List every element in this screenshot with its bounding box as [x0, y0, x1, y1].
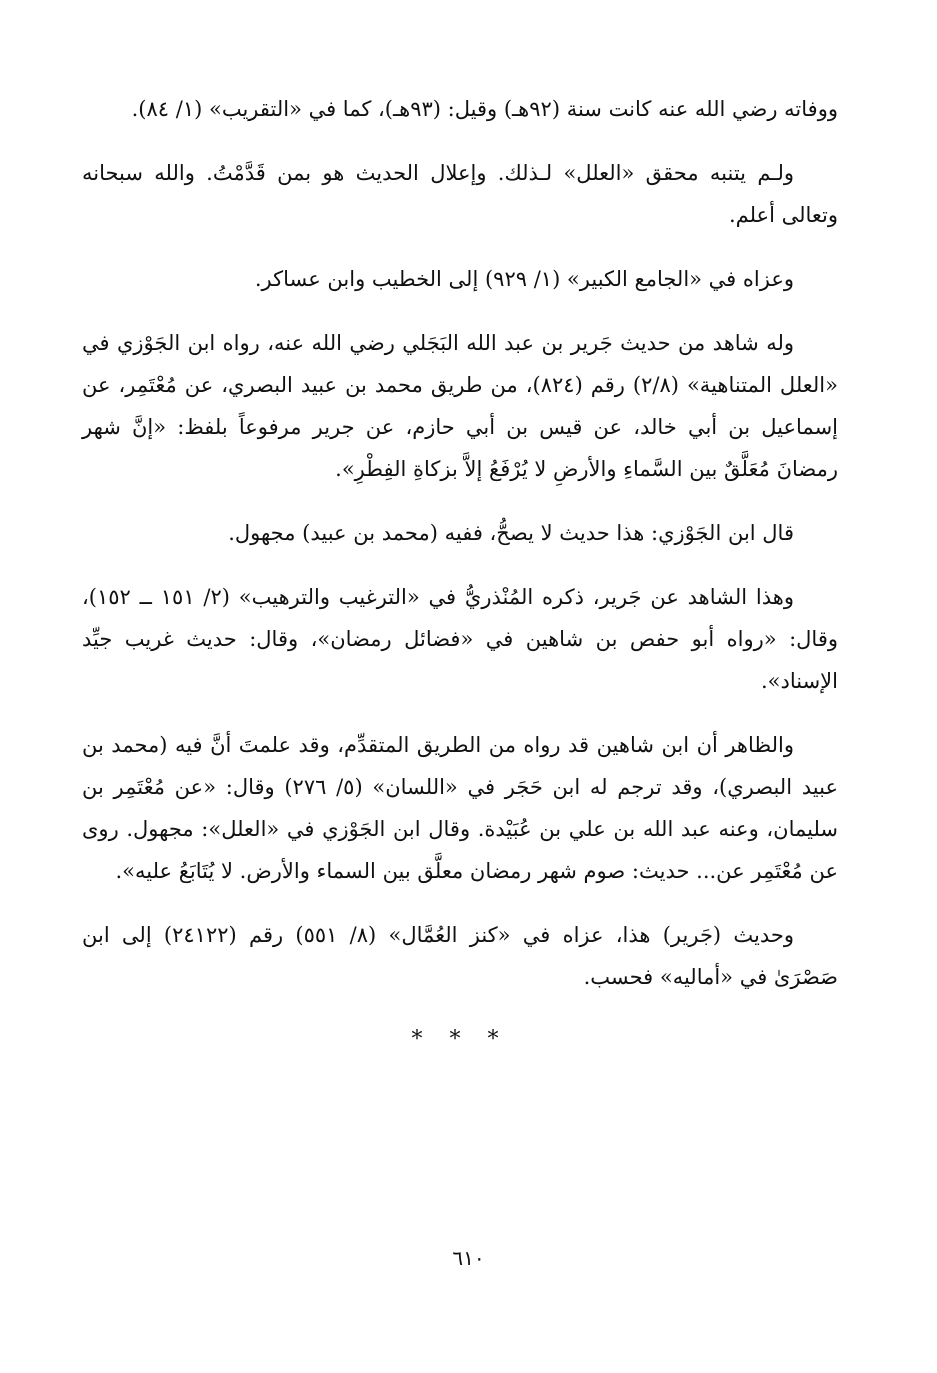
paragraph-mundhiri: وهذا الشاهد عن جَرير، ذكره المُنْذريُّ في «الترغيب والترهيب» (٢/ ١٥١ ــ ١٥٢)، وقال: «رواه أبو حفص بن شاهين في «فضائل رمضان»، وقال: حديث غريب جيِّد الإسناد».: [82, 585, 838, 693]
paragraph-jami-kabir: وعزاه في «الجامع الكبير» (١/ ٩٢٩) إلى الخطيب وابن عساكر.: [254, 267, 794, 291]
paragraph-death-date: ووفاته رضي الله عنه كانت سنة (٩٢هـ) وقيل: (٩٣هـ)، كما في «التقريب» (١/ ٨٤).: [131, 97, 838, 121]
page-body: [82, 88, 838, 1060]
paragraph-kanz-ummal: وحديث (جَرير) هذا، عزاه في «كنز العُمَّال» (٨/ ٥٥١) رقم (٢٤١٢٢) إلى ابن صَصْرَىٰ في «أماليه» فحسب.: [82, 923, 838, 989]
paragraph-ilal-note: ولـم يتنبه محقق «العلل» لـذلك. وإعلال الحديث هو بمن قَدَّمْتُ. والله سبحانه وتعالى أعلم.: [82, 161, 838, 227]
paragraph-ibn-shahin: والظاهر أن ابن شاهين قد رواه من الطريق المتقدِّم، وقد علمتَ أنَّ فيه (محمد بن عبيد البصري)، وقد ترجم له ابن حَجَر في «اللسان» (٥/ ٢٧٦) وقال: «عن مُعْتَمِر بن سليمان، وعنه عبد الله بن علي بن عُبَيْدة. وقال ابن الجَوْزي في «العلل»: مجهول. روى عن مُعْتَمِر عن... حديث: صوم شهر رمضان معلَّق بين السماء والأرض. لا يُتَابَعُ عليه».: [82, 733, 838, 883]
paragraph-jarir-witness: وله شاهد من حديث جَرير بن عبد الله البَجَلي رضي الله عنه، رواه ابن الجَوْزي في «العلل المتناهية» (٢/٨) رقم (٨٢٤)، من طريق محمد بن عبيد البصري، عن مُعْتَمِر، عن إسماعيل بن أبي خالد، عن قيس بن أبي حازم، عن جرير مرفوعاً بلفظ: «إنَّ شهر رمضانَ مُعَلَّقٌ بين السَّماءِ والأرضِ لا يُرْفَعُ إلاَّ بزكاةِ الفِطْرِ».: [82, 331, 838, 481]
section-separator: * * *: [411, 1027, 509, 1052]
page-number: ٦١٠: [452, 1246, 485, 1270]
paragraph-ibn-jawzi-ruling: قال ابن الجَوْزي: هذا حديث لا يصحُّ، ففيه (محمد بن عبيد) مجهول.: [228, 521, 794, 545]
